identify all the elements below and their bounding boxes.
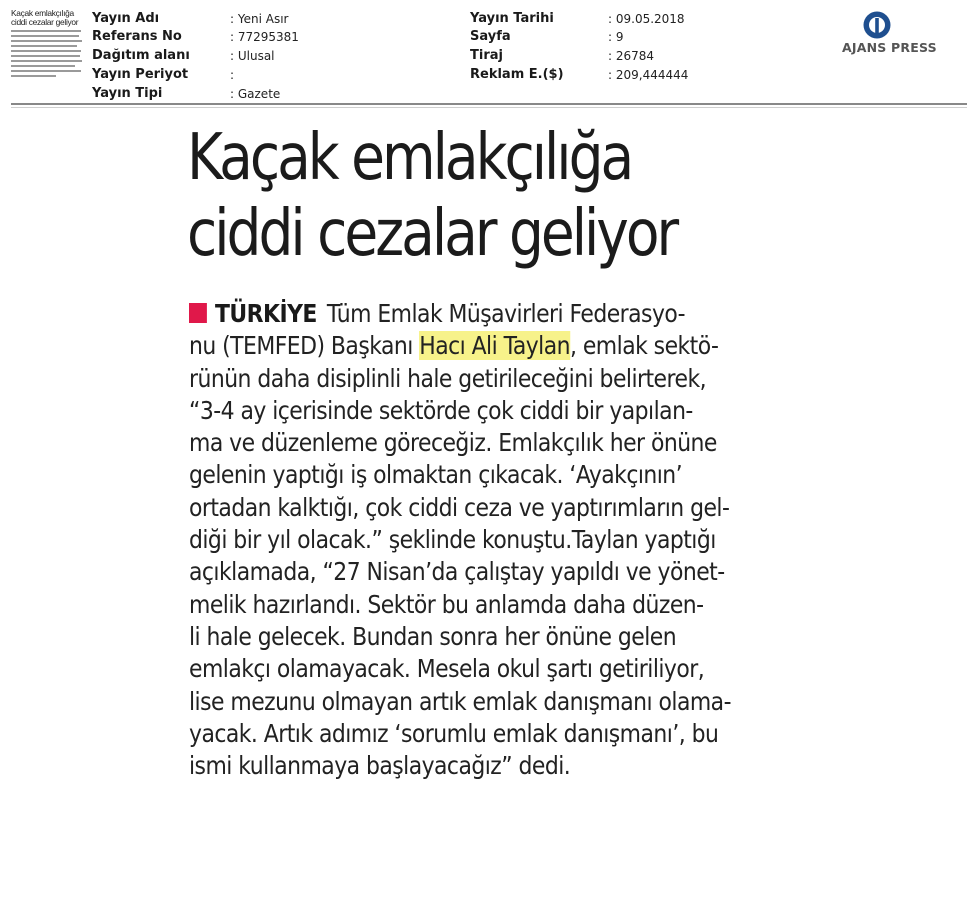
body-line-2 — [189, 330, 798, 362]
body-line-2-post: , emlak sektö- — [569, 331, 719, 361]
headline-line-1: Kaçak emlakçılığa — [187, 121, 632, 195]
body-line: açıklamada, “27 Nisan’da çalıştay yapıldı ve yönet- — [189, 557, 725, 587]
body-line: emlakçı olamayacak. Mesela okul şartı getiriliyor, — [189, 654, 705, 684]
body-line-1 — [189, 298, 798, 330]
body-line: lise mezunu olmayan artık emlak danışmanı olama- — [189, 686, 731, 716]
meta-label-reklam-esdegeri: Reklam E.($) — [470, 67, 564, 82]
meta-label-yayin-periyot: Yayın Periyot — [92, 67, 189, 82]
header-divider-thin — [11, 107, 967, 108]
body-line: gelenin yaptığı iş olmaktan çıkacak. ‘Ayakçının’ — [189, 460, 683, 490]
body-line: melik hazırlandı. Sektör bu anlamda daha düzen- — [189, 589, 704, 619]
body-line: diği bir yıl olacak.” şeklinde konuştu.Taylan yaptığı — [189, 525, 716, 555]
meta-value-referans-no: : 77295381 — [230, 30, 299, 44]
meta-value-yayin-tarihi: : 09.05.2018 — [608, 12, 685, 26]
meta-label-referans-no: Referans No — [92, 29, 182, 44]
meta-value-tiraj: : 26784 — [608, 49, 655, 63]
header-divider — [11, 103, 967, 105]
body-line: li hale gelecek. Bundan sonra her önüne gelen — [189, 621, 677, 651]
body-line: yacak. Artık adımız ‘sorumlu emlak danışmanı’, bu — [189, 718, 719, 748]
meta-value-reklam-esdegeri: : 209,444444 — [608, 68, 689, 82]
headline-line-2: ciddi cezalar geliyor — [187, 197, 677, 271]
ajans-press-logo-icon — [861, 10, 893, 40]
body-line: ismi kullanmaya başlayacağız” dedi. — [189, 751, 571, 781]
body-line: “3-4 ay içerisinde sektörde çok ciddi bir yapılan- — [189, 395, 693, 425]
body-line: ortadan kalktığı, çok ciddi ceza ve yaptırımların gel- — [189, 492, 730, 522]
meta-label-sayfa: Sayfa — [470, 29, 511, 44]
meta-label-tiraj: Tiraj — [470, 48, 503, 63]
article-kicker: TÜRKİYE — [214, 299, 317, 328]
highlighted-name: Hacı Ali Taylan — [419, 331, 570, 361]
body-line: ma ve düzenleme göreceğiz. Emlakçılık her önüne — [189, 428, 717, 458]
article-body — [189, 298, 798, 782]
article-headline — [187, 120, 720, 272]
meta-label-yayin-tarihi: Yayın Tarihi — [470, 11, 554, 26]
meta-value-yayin-adi: : Yeni Asır — [230, 12, 289, 26]
body-line-2-pre: nu (TEMFED) Başkanı — [189, 331, 420, 361]
meta-value-sayfa: : 9 — [608, 30, 624, 44]
thumbnail-title: Kaçak emlakçılığa ciddi cezalar geliyor — [11, 9, 79, 27]
kicker-square-icon — [189, 303, 207, 323]
meta-label-dagitim-alani: Dağıtım alanı — [92, 48, 190, 63]
body-line: rünün daha disiplinli hale getirileceğini belirterek, — [189, 363, 707, 393]
ajans-press-logo-text: AJANS PRESS — [842, 40, 937, 55]
thumbnail-text-lines — [11, 30, 84, 77]
meta-label-yayin-tipi: Yayın Tipi — [92, 86, 163, 101]
ajans-press-logo — [842, 10, 972, 60]
clipping-thumbnail — [11, 9, 84, 102]
meta-value-yayin-tipi: : Gazete — [230, 87, 281, 101]
body-line-1-text: Tüm Emlak Müşavirleri Federasyo- — [326, 299, 686, 328]
meta-value-dagitim-alani: : Ulusal — [230, 49, 275, 63]
meta-value-yayin-periyot: : — [230, 68, 235, 82]
meta-label-yayin-adi: Yayın Adı — [92, 11, 160, 26]
